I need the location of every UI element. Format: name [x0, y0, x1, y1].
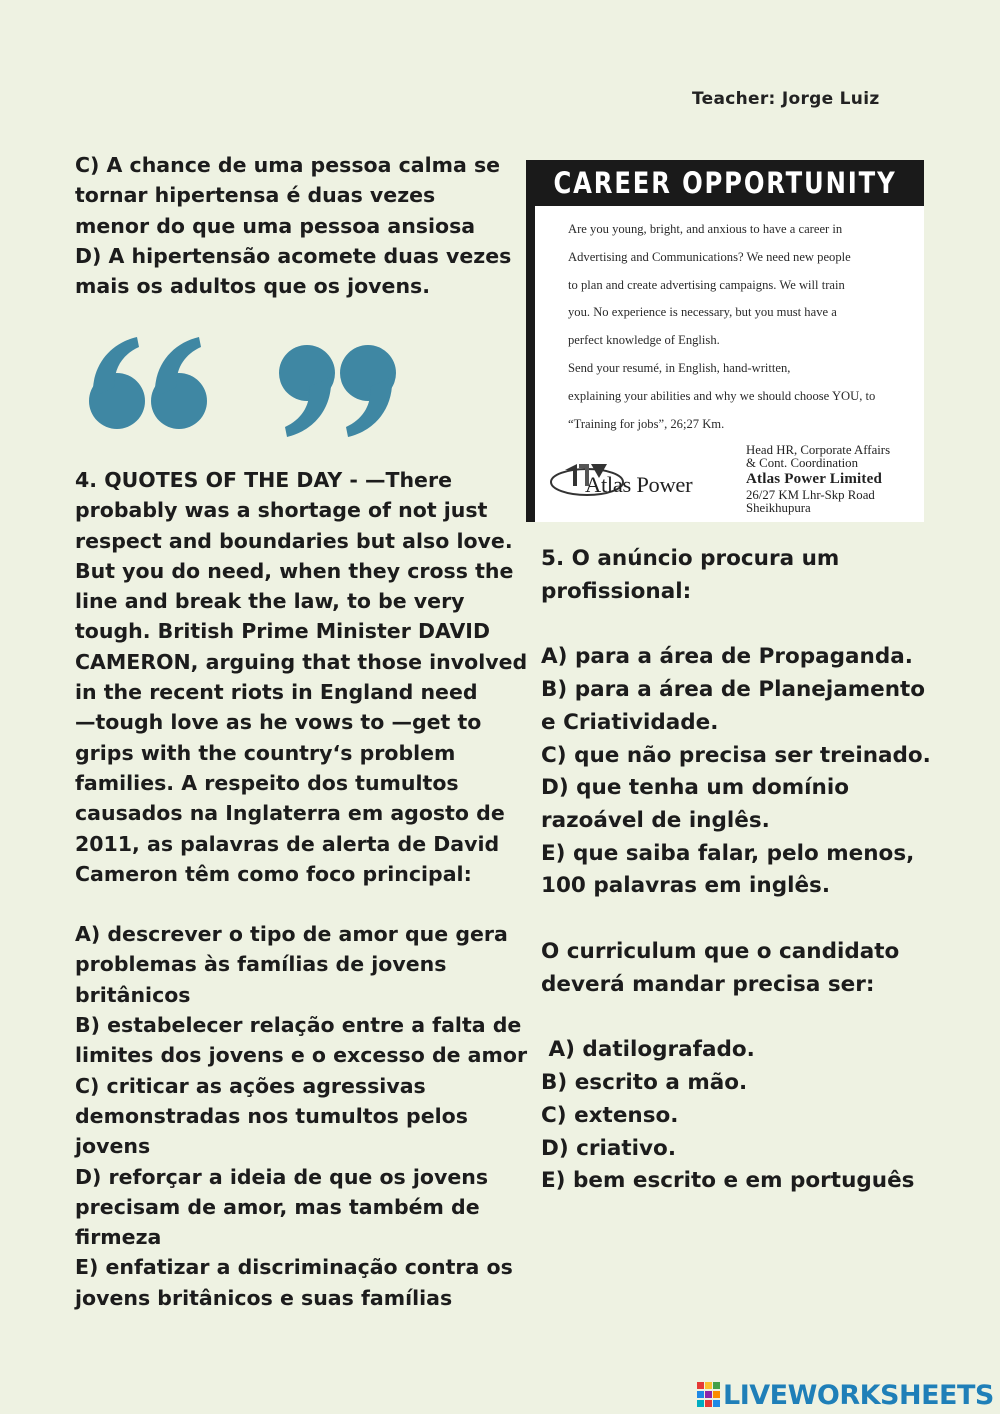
question-line: deverá mandar precisa ser:	[541, 971, 875, 997]
answer-option: B) escrito a mão.	[541, 1070, 748, 1096]
answer-option: B) estabelecer relação entre a falta de	[75, 1013, 522, 1038]
question-line: in the recent riots in England need	[75, 680, 478, 705]
ad-line: Send your resumé, in English, hand-written,	[568, 360, 791, 375]
teacher-label: Teacher: Jorge Luiz	[692, 89, 880, 109]
question-line: But you do need, when they cross the	[75, 558, 514, 583]
ad-line: you. No experience is necessary, but you must have a	[568, 305, 837, 320]
question-line: —tough love as he vows to —get to	[75, 710, 482, 735]
answer-option: A) para a área de Propaganda.	[541, 644, 913, 670]
answer-option: jovens britânicos e suas famílias	[75, 1285, 453, 1310]
answer-option: D) reforçar a ideia de que os jovens	[75, 1164, 489, 1189]
ad-title: CAREER OPPORTUNITY	[553, 166, 897, 200]
answer-option: D) que tenha um domínio	[541, 775, 849, 801]
question-line: 4. QUOTES OF THE DAY - —There	[75, 468, 452, 492]
ad-line: to plan and create advertising campaigns. We will train	[568, 277, 845, 292]
ad-text	[568, 216, 908, 438]
answer-option: problemas às famílias de jovens	[75, 952, 447, 977]
option-line: D) A hipertensão acomete duas vezes	[75, 243, 512, 268]
address-line: Sheikhupura	[746, 501, 811, 515]
address-line: 26/27 KM Lhr-Skp Road	[746, 488, 875, 502]
company-name: Atlas Power Limited	[746, 471, 883, 487]
option-line: tornar hipertensa é duas vezes	[75, 183, 436, 208]
answer-option: C) que não precisa ser treinado.	[541, 742, 931, 768]
ad-contact	[746, 444, 926, 515]
answer-option: A) descrever o tipo de amor que gera	[75, 922, 508, 947]
answer-option: jovens	[75, 1134, 151, 1159]
question-line: Cameron têm como foco principal:	[75, 861, 472, 886]
answer-option: C) criticar as ações agressivas	[75, 1073, 426, 1098]
question-line: CAMERON, arguing that those involved	[75, 649, 528, 674]
answer-option: 100 palavras em inglês.	[541, 873, 831, 899]
question-line: 5. O anúncio procura um	[541, 546, 840, 571]
answer-option: C) extenso.	[541, 1102, 679, 1128]
option-line: mais os adultos que os jovens.	[75, 274, 431, 299]
option-line: menor do que uma pessoa ansiosa	[75, 213, 476, 238]
answer-option: razoável de inglês.	[541, 807, 770, 833]
answer-option: firmeza	[75, 1225, 162, 1250]
answer-option: demonstradas nos tumultos pelos	[75, 1103, 468, 1128]
answer-option: D) criativo.	[541, 1135, 676, 1161]
question-line: tough. British Prime Minister DAVID	[75, 619, 490, 644]
question-line: 2011, as palavras de alerta de David	[75, 831, 500, 856]
answer-option: precisam de amor, mas também de	[75, 1194, 480, 1219]
answer-option: E) enfatizar a discriminação contra os	[75, 1255, 513, 1280]
ad-line: Are you young, bright, and anxious to have a career in	[568, 222, 843, 236]
ad-line: perfect knowledge of English.	[568, 333, 720, 348]
contact-title: & Cont. Coordination	[746, 456, 858, 470]
question-line: line and break the law, to be very	[75, 589, 465, 614]
answer-option: E) que saiba falar, pelo menos,	[541, 840, 915, 866]
question-line: families. A respeito dos tumultos	[75, 770, 459, 795]
question-line: O curriculum que o candidato	[541, 939, 900, 965]
career-ad	[526, 160, 924, 522]
contact-title: Head HR, Corporate Affairs	[746, 443, 891, 457]
answer-option: limites dos jovens e o excesso de amor	[75, 1043, 528, 1068]
liveworksheets-logo-icon	[697, 1382, 721, 1408]
liveworksheets-brand-text: LIVEWORKSHEETS	[723, 1379, 994, 1411]
question-line: respect and boundaries but also love.	[75, 528, 513, 553]
atlas-power-logo-text: Atlas Power	[585, 472, 693, 497]
quote-marks-icon	[85, 335, 405, 440]
liveworksheets-brand	[697, 1378, 994, 1412]
ad-line: Advertising and Communications? We need new people	[568, 249, 851, 264]
question-line: probably was a shortage of not just	[75, 498, 488, 523]
question-line: profissional:	[541, 578, 692, 604]
answer-option: britânicos	[75, 982, 191, 1007]
question-line: grips with the country‘s problem	[75, 740, 456, 765]
ad-line: “Training for jobs”, 26;27 Km.	[568, 416, 725, 431]
top-options	[75, 150, 515, 301]
option-line: C) A chance de uma pessoa calma se	[75, 153, 501, 177]
question-5	[541, 543, 971, 1198]
question-line: causados na Inglaterra em agosto de	[75, 801, 505, 826]
answer-option: A) datilografado.	[541, 1037, 755, 1063]
answer-option: e Criatividade.	[541, 709, 719, 735]
answer-option: B) para a área de Planejamento	[541, 677, 926, 703]
ad-line: explaining your abilities and why we should choose YOU, to	[568, 388, 876, 403]
question-4	[75, 465, 528, 1313]
answer-option: E) bem escrito e em português	[541, 1168, 915, 1194]
ad-body	[535, 206, 924, 522]
